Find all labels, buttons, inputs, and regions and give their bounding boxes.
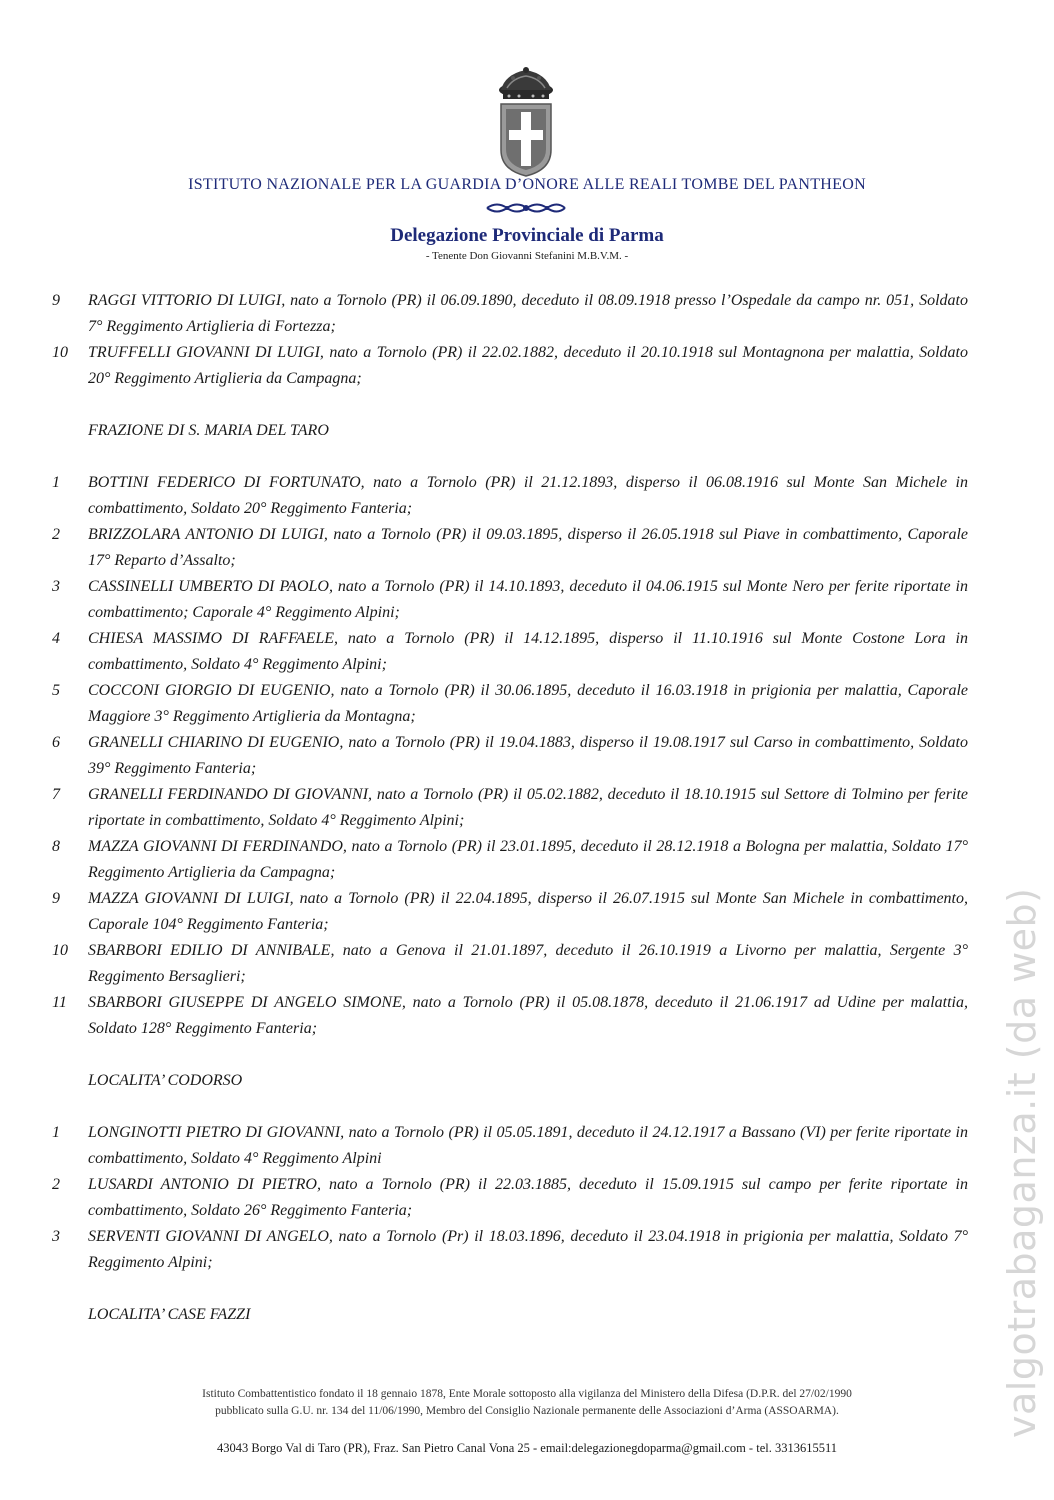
entry-text: SERVENTI GIOVANNI DI ANGELO, nato a Tornolo (Pr) il 18.03.1896, deceduto il 23.04.1918 in prigionia per malattia, Soldato 7° Reggimento Alpini; (88, 1228, 968, 1271)
section-heading-case-fazzi: LOCALITA’ CASE FAZZI (88, 1306, 251, 1323)
entry-number: 3 (52, 578, 60, 595)
entry-text: GRANELLI CHIARINO DI EUGENIO, nato a Tornolo (PR) il 19.04.1883, disperso il 19.08.1917 sul Carso in combattimento, Soldato 39° Reggimento Fanteria; (88, 734, 968, 777)
entry-number: 9 (52, 890, 60, 907)
list-item (52, 782, 968, 834)
list-item (52, 1224, 968, 1276)
entry-number: 10 (52, 942, 68, 959)
entry-text: CHIESA MASSIMO DI RAFFAELE, nato a Tornolo (PR) il 14.12.1895, disperso il 11.10.1916 sul Monte Costone Lora in combattimento, Soldato 4° Reggimento Alpini; (88, 630, 968, 673)
entry-number: 8 (52, 838, 60, 855)
entry-text: LONGINOTTI PIETRO DI GIOVANNI, nato a Tornolo (PR) il 05.05.1891, deceduto il 24.12.1917 a Bassano (VI) per ferite riportate in combattimento, Soldato 4° Reggimento Alpini (88, 1124, 968, 1167)
institute-title: ISTITUTO NAZIONALE PER LA GUARDIA D’ONORE ALLE REALI TOMBE DEL PANTHEON (188, 176, 866, 193)
entry-text: SBARBORI GIUSEPPE DI ANGELO SIMONE, nato a Tornolo (PR) il 05.08.1878, deceduto il 21.06.1917 ad Udine per malattia, Soldato 128° Reggimento Fanteria; (88, 994, 968, 1037)
list-item (52, 1172, 968, 1224)
entry-number: 2 (52, 526, 60, 543)
list-item (52, 834, 968, 886)
source-watermark: valgotrabaganza.it (da web) (1000, 887, 1044, 1438)
list-item (52, 678, 968, 730)
entry-number: 6 (52, 734, 60, 751)
entry-number: 2 (52, 1176, 60, 1193)
entry-number: 7 (52, 786, 60, 803)
entry-number: 5 (52, 682, 60, 699)
list-item (52, 288, 968, 340)
list-item (52, 730, 968, 782)
list-item (52, 626, 968, 678)
list-item (52, 938, 968, 990)
delegation-subtitle: - Tenente Don Giovanni Stefanini M.B.V.M. - (425, 250, 629, 262)
list-item (52, 470, 968, 522)
entry-text: LUSARDI ANTONIO DI PIETRO, nato a Tornolo (PR) il 22.03.1885, deceduto il 15.09.1915 sul campo per ferite riportate in combattimento, Soldato 26° Reggimento Fanteria; (88, 1176, 968, 1219)
list-item (52, 1120, 968, 1172)
entry-text: MAZZA GIOVANNI DI FERDINANDO, nato a Tornolo (PR) il 23.01.1895, deceduto il 28.12.1918 a Bologna per malattia, Soldato 17° Reggimento Artiglieria da Campagna; (88, 838, 968, 881)
footer-note-line: Istituto Combattentistico fondato il 18 gennaio 1878, Ente Morale sottoposto alla vigilanza del Ministero della Difesa (D.P.R. del 27/02/1990 (202, 1388, 852, 1400)
entry-number: 11 (52, 994, 67, 1011)
list-item (52, 340, 968, 392)
entry-number: 4 (52, 630, 60, 647)
entry-number: 1 (52, 1124, 60, 1141)
entry-text: BRIZZOLARA ANTONIO DI LUIGI, nato a Tornolo (PR) il 09.03.1895, disperso il 26.05.1918 sul Piave in combattimento, Caporale 17° Reparto d’Assalto; (88, 526, 968, 569)
entry-text: MAZZA GIOVANNI DI LUIGI, nato a Tornolo (PR) il 22.04.1895, disperso il 26.07.1915 sul Monte San Michele in combattimento, Caporale 104° Reggimento Fanteria; (88, 890, 968, 933)
section-heading-santa-maria: FRAZIONE DI S. MARIA DEL TARO (88, 422, 329, 439)
document-body (52, 288, 968, 1354)
entry-number: 1 (52, 474, 60, 491)
entry-text: TRUFFELLI GIOVANNI DI LUIGI, nato a Tornolo (PR) il 22.02.1882, deceduto il 20.10.1918 sul Montagnona per malattia, Soldato 20° Reggimento Artiglieria da Campagna; (88, 344, 968, 387)
list-item (52, 886, 968, 938)
delegation-title: Delegazione Provinciale di Parma (390, 225, 664, 246)
footer-legal-note (100, 1386, 954, 1420)
footer-contact: 43043 Borgo Val di Taro (PR), Fraz. San Pietro Canal Vona 25 - email:delegazionegdoparma@gmail.com - tel. 3313615511 (216, 1441, 838, 1455)
entry-number: 3 (52, 1228, 60, 1245)
list-item (52, 990, 968, 1042)
knot-ornament-icon (485, 199, 567, 217)
footer-note-line: pubblicato sulla G.U. nr. 134 del 11/06/1990, Membro del Consiglio Nazionale permanente delle Associazioni d’Arma (ASSOARMA). (215, 1405, 839, 1417)
entry-number: 10 (52, 344, 68, 361)
entry-text: GRANELLI FERDINANDO DI GIOVANNI, nato a Tornolo (PR) il 05.02.1882, deceduto il 18.10.1915 sul Settore di Tolmino per ferite riportate in combattimento, Soldato 4° Reggimento Alpini; (88, 786, 968, 829)
entry-text: BOTTINI FEDERICO DI FORTUNATO, nato a Tornolo (PR) il 21.12.1893, disperso il 06.08.1916 sul Monte San Michele in combattimento, Soldato 20° Reggimento Fanteria; (88, 474, 968, 517)
entry-text: SBARBORI EDILIO DI ANNIBALE, nato a Genova il 21.01.1897, deceduto il 26.10.1919 a Livorno per malattia, Sergente 3° Reggimento Bersaglieri; (88, 942, 968, 985)
entry-number: 9 (52, 292, 60, 309)
entry-text: COCCONI GIORGIO DI EUGENIO, nato a Tornolo (PR) il 30.06.1895, deceduto il 16.03.1918 in prigionia per malattia, Caporale Maggiore 3° Reggimento Artiglieria da Montagna; (88, 682, 968, 725)
savoy-crowned-shield-icon (495, 66, 557, 178)
list-item (52, 574, 968, 626)
entry-text: CASSINELLI UMBERTO DI PAOLO, nato a Tornolo (PR) il 14.10.1893, deceduto il 04.06.1915 sul Monte Nero per ferite riportate in combattimento; Caporale 4° Reggimento Alpini; (88, 578, 968, 621)
entry-text: RAGGI VITTORIO DI LUIGI, nato a Tornolo (PR) il 06.09.1890, deceduto il 08.09.1918 presso l’Ospedale da campo nr. 051, Soldato 7° Reggimento Artiglieria di Fortezza; (88, 292, 968, 335)
section-heading-codorso: LOCALITA’ CODORSO (88, 1072, 243, 1089)
list-item (52, 522, 968, 574)
